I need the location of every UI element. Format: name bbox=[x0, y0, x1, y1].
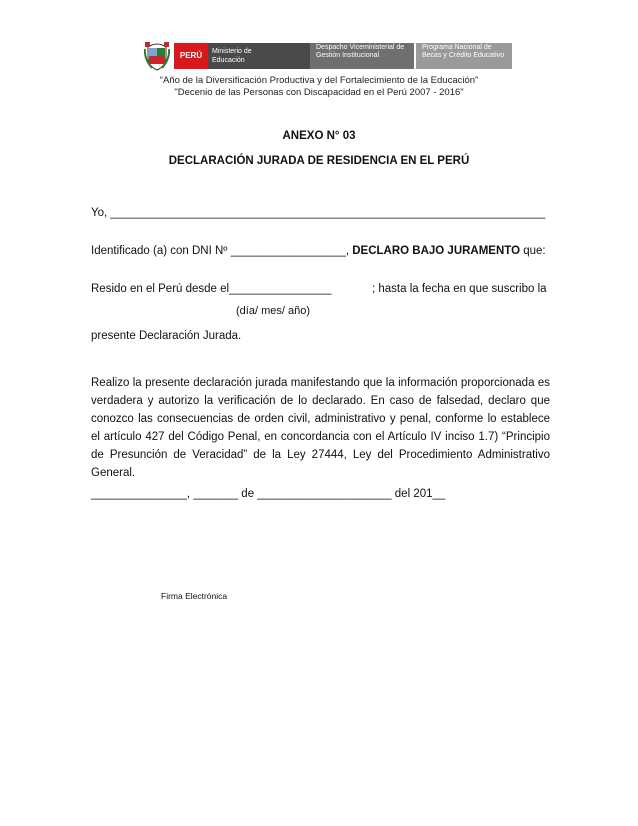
reside-line: Resido en el Perú desde el________________ bbox=[91, 283, 332, 295]
anexo-title: ANEXO N° 03 bbox=[282, 130, 356, 142]
despacho-label: Despacho Viceministerial de Gestión Institucional bbox=[310, 43, 414, 69]
date-format-hint: (día/ mes/ año) bbox=[236, 305, 310, 317]
decade-motto: "Decenio de las Personas con Discapacidad en el Perú 2007 - 2016" bbox=[174, 87, 464, 98]
document-title: DECLARACIÓN JURADA DE RESIDENCIA EN EL PERÚ bbox=[168, 155, 470, 167]
ministerio-logo bbox=[174, 43, 324, 69]
reside-line-continuation: ; hasta la fecha en que suscribo la bbox=[372, 283, 547, 295]
header-logos bbox=[144, 41, 512, 71]
ministerio-label: Ministerio de Educación bbox=[212, 48, 252, 64]
dni-line bbox=[91, 245, 546, 257]
presente-line: presente Declaración Jurada. bbox=[91, 330, 242, 342]
programa-label: Programa Nacional de Becas y Crédito Educativo bbox=[416, 43, 512, 69]
dni-prefix: Identificado (a) con DNI Nº __________________, bbox=[91, 245, 353, 257]
name-line: Yo, ____________________________________________________________________ bbox=[91, 207, 546, 219]
date-place-line: _______________, _______ de _____________________ del 201__ bbox=[91, 488, 446, 500]
signature-label: Firma Electrónica bbox=[161, 591, 228, 601]
declaration-paragraph: Realizo la presente declaración jurada manifestando que la información proporcionada es verdadera y autorizo la verificación de lo declarado. En caso de falsedad, declaro que conozco las consecuencias de orden civil, administrativo y penal, conforme lo establece el artículo 427 del Código Penal, en concordancia con el Artículo IV inciso 1.7) “Principio de Presunción de Veracidad” de la Ley 27444, Ley del Procedimiento Administrativo General. bbox=[91, 377, 550, 479]
peru-label: PERÚ bbox=[174, 43, 208, 69]
dni-suffix: que: bbox=[520, 245, 546, 257]
coat-of-arms-icon bbox=[144, 41, 170, 71]
year-motto: “Año de la Diversificación Productiva y del Fortalecimiento de la Educación” bbox=[159, 75, 479, 86]
declaro-bold: DECLARO BAJO JURAMENTO bbox=[352, 245, 521, 257]
